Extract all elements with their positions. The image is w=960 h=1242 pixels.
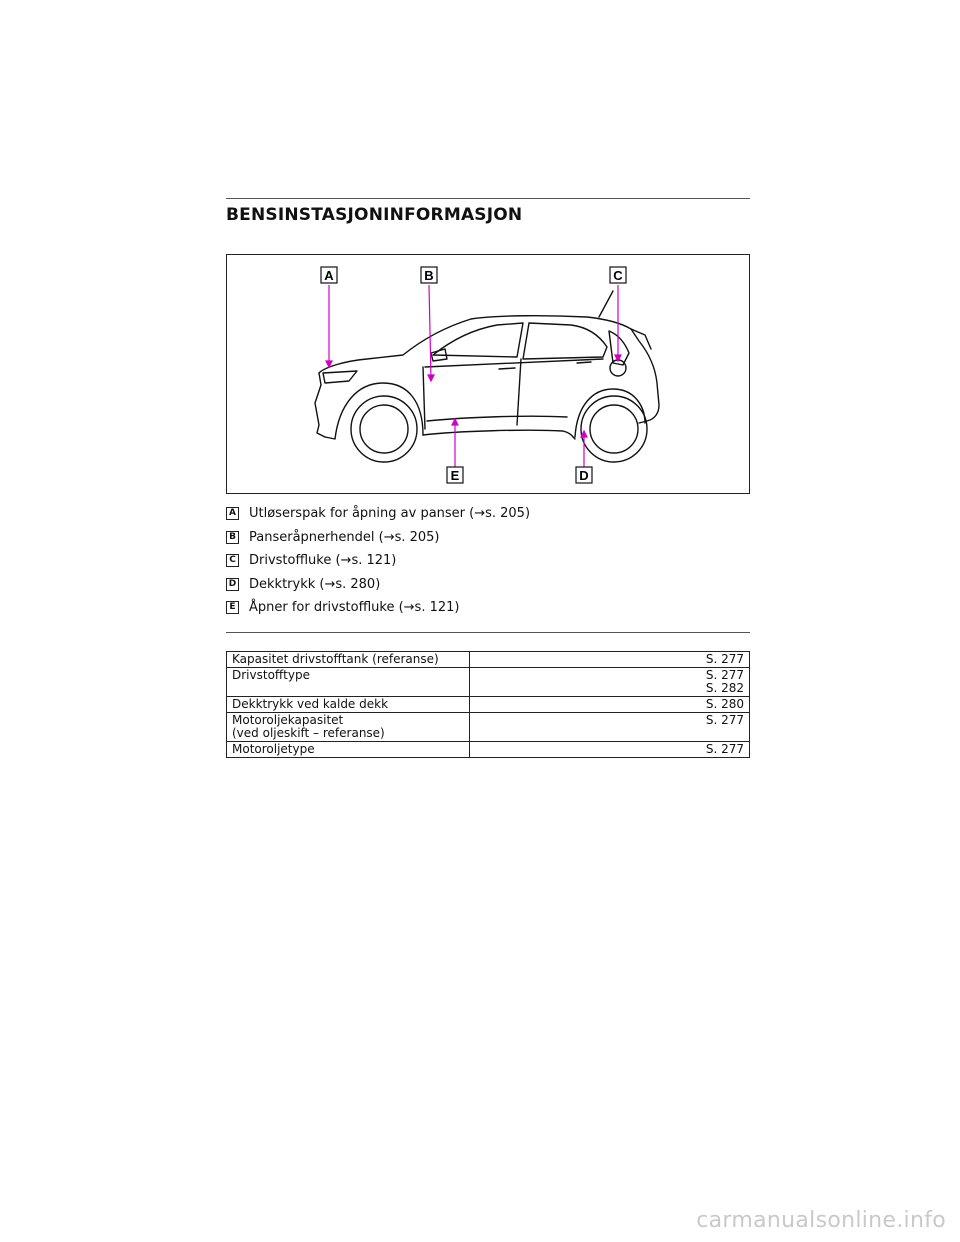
row-page-ref: S. 277 <box>470 742 750 758</box>
car-body <box>315 291 659 462</box>
svg-text:E: E <box>450 468 460 483</box>
top-rule <box>226 198 750 199</box>
table-row <box>227 668 750 697</box>
legend-text: Dekktrykk (→s. 280) <box>249 576 381 592</box>
table-row <box>227 652 750 668</box>
svg-text:D: D <box>579 468 589 483</box>
legend-item-e <box>226 596 750 620</box>
table-row <box>227 742 750 758</box>
legend-text: Panseråpnerhendel (→s. 205) <box>249 529 440 545</box>
legend-letter: D <box>226 578 239 591</box>
legend-letter: A <box>226 507 239 520</box>
callout-a <box>321 267 337 283</box>
legend-item-a <box>226 502 750 526</box>
row-label: Dekktrykk ved kalde dekk <box>227 697 470 713</box>
car-illustration <box>227 255 749 493</box>
row-label: Motoroljekapasitet (ved oljeskift – referanse) <box>227 713 470 742</box>
svg-text:C: C <box>613 268 623 283</box>
row-label: Drivstofftype <box>227 668 470 697</box>
svg-text:B: B <box>424 268 434 283</box>
table-row <box>227 697 750 713</box>
row-label: Kapasitet drivstofftank (referanse) <box>227 652 470 668</box>
legend-item-b <box>226 526 750 550</box>
legend-text: Åpner for drivstoffluke (→s. 121) <box>249 600 460 616</box>
reference-table <box>226 651 750 758</box>
row-page-ref: S. 277 <box>470 652 750 668</box>
callout-b <box>421 267 437 283</box>
callout-c <box>610 267 626 283</box>
callout-lines <box>326 285 621 467</box>
table-row <box>227 713 750 742</box>
legend-text: Drivstoffluke (→s. 121) <box>249 553 397 569</box>
legend-item-c <box>226 549 750 573</box>
row-page-ref: S. 277 <box>470 713 750 742</box>
legend-letter: C <box>226 554 239 567</box>
svg-text:A: A <box>324 268 334 283</box>
legend-letter: B <box>226 531 239 544</box>
row-page-ref: S. 280 <box>470 697 750 713</box>
section-rule <box>226 632 750 633</box>
legend-list <box>226 502 750 620</box>
row-page-ref: S. 277 S. 282 <box>470 668 750 697</box>
callout-e <box>447 467 463 483</box>
car-figure <box>226 254 750 494</box>
callout-d <box>576 467 592 483</box>
legend-item-d <box>226 573 750 597</box>
row-label: Motoroljetype <box>227 742 470 758</box>
callout-boxes <box>321 267 626 483</box>
watermark: carmanualsonline.info <box>696 1208 946 1233</box>
legend-text: Utløserspak for åpning av panser (→s. 205) <box>249 506 531 522</box>
page-title: BENSINSTASJONINFORMASJON <box>226 205 523 225</box>
legend-letter: E <box>226 601 239 614</box>
